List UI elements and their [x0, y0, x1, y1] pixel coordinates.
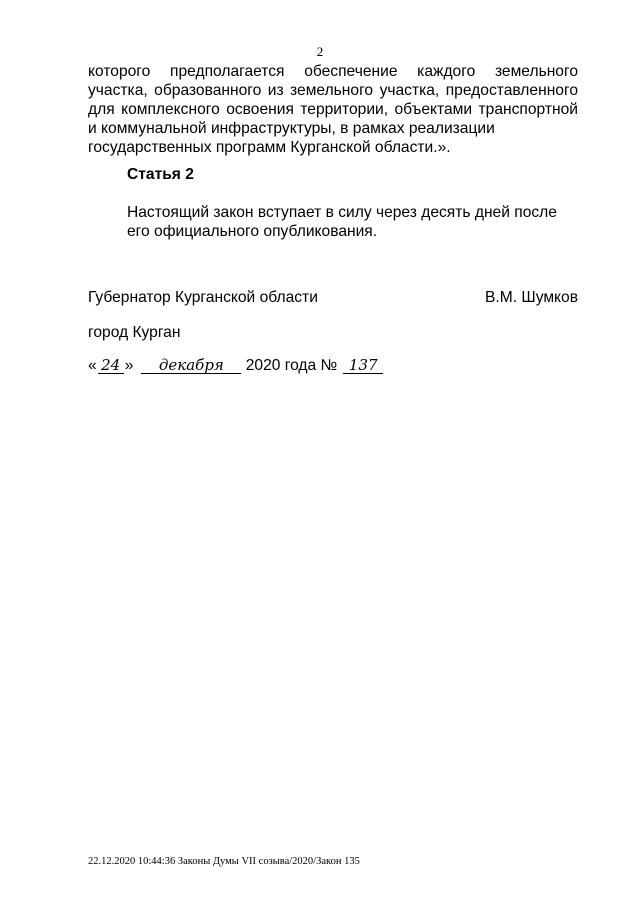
page-number: 2 [316, 44, 324, 59]
governor-title: Губернатор Курганской области [88, 289, 318, 306]
date-open-quote: « [88, 357, 97, 374]
paragraph-1 [88, 62, 578, 157]
article-heading: Статья 2 [127, 166, 194, 183]
paragraph-2 [88, 203, 578, 241]
paragraph-1-text: которого предполагается обеспечение каждого земельного участка, образованного из земельного участка, предоставленного для комплексного освоения территории, объектами транспортной и коммунальной инфраструктуры, в рамках реализации [88, 63, 578, 137]
document-footer: 22.12.2020 10:44:36 Законы Думы VII созыва/2020/Закон 135 [88, 856, 360, 867]
governor-name: В.М. Шумков [485, 289, 578, 306]
handwritten-month: декабря [141, 357, 241, 374]
handwritten-day: 24 [98, 357, 124, 374]
city-name: город Курган [88, 324, 181, 341]
paragraph-1-last-line: государственных программ Курганской области.». [88, 139, 451, 156]
date-close-quote: » [124, 357, 134, 374]
date-line [88, 357, 383, 375]
paragraph-2-text: Настоящий закон вступает в силу через десять дней после [127, 204, 557, 221]
paragraph-2-last-line: его официального опубликования. [127, 223, 378, 240]
handwritten-law-number: 137 [343, 357, 383, 374]
date-year-text: 2020 года № [245, 357, 338, 374]
